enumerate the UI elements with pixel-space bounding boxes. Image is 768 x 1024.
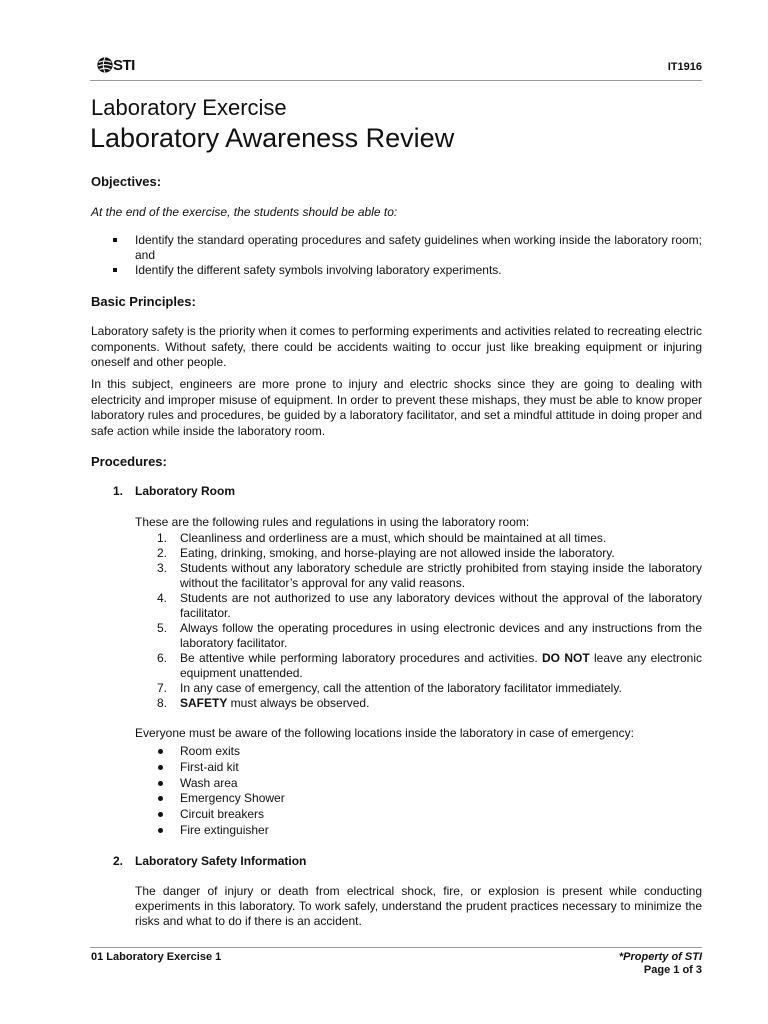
rules-intro: These are the following rules and regulations in using the laboratory room: bbox=[135, 515, 530, 529]
header-divider bbox=[90, 80, 702, 81]
principles-paragraph-1: Laboratory safety is the priority when it comes to performing experiments and activities related to recreating electric components. Without safety, there could be accidents waiting to occur just like breaking equipment or injuring oneself and other people. bbox=[91, 324, 702, 369]
procedures-heading: Procedures: bbox=[91, 454, 167, 469]
footer-divider bbox=[90, 947, 702, 948]
property-notice: *Property of STI bbox=[618, 951, 702, 963]
list-item: Identify the different safety symbols involving laboratory experiments. bbox=[113, 263, 702, 278]
rule-item: 3. Students without any laboratory schedule are strictly prohibited from staying inside the laboratory without the facilitator’s approval for any valid reasons. bbox=[157, 561, 702, 590]
list-item: Fire extinguisher bbox=[157, 823, 285, 839]
rule-item: 7. In any case of emergency, call the attention of the laboratory facilitator immediately. bbox=[157, 681, 622, 695]
rule-item: 2. Eating, drinking, smoking, and horse-playing are not allowed inside the laboratory. bbox=[157, 546, 615, 560]
square-bullet-icon bbox=[113, 268, 117, 272]
exercise-kicker: Laboratory Exercise bbox=[91, 95, 287, 120]
page-number: Page 1 of 3 bbox=[643, 964, 702, 976]
rules-list bbox=[157, 531, 702, 711]
bullet-icon bbox=[158, 781, 163, 786]
bullet-icon bbox=[158, 796, 163, 801]
bullet-icon bbox=[158, 765, 163, 770]
locations-intro: Everyone must be aware of the following locations inside the laboratory in case of emergency: bbox=[135, 726, 634, 740]
section-laboratory-safety-information: 2. Laboratory Safety Information bbox=[113, 854, 307, 868]
rule-item: 8. SAFETY must always be observed. bbox=[157, 696, 370, 710]
list-item: Identify the standard operating procedures and safety guidelines when working inside the laboratory room; and bbox=[113, 233, 702, 263]
emphasis-text: SAFETY bbox=[180, 696, 228, 710]
objectives-list bbox=[113, 233, 702, 278]
principles-paragraph-2: In this subject, engineers are more prone to injury and electric shocks since they are going to dealing with electricity and improper misuse of equipment. In order to prevent these mishaps, they must be able to know proper laboratory rules and procedures, be guided by a laboratory facilitator, and set a mindful attitude in doing proper and safe action while inside the laboratory room. bbox=[91, 377, 702, 438]
bullet-icon bbox=[158, 812, 163, 817]
section-title: Laboratory Safety Information bbox=[135, 854, 307, 868]
footer-exercise-label: 01 Laboratory Exercise 1 bbox=[91, 951, 222, 963]
objectives-intro: At the end of the exercise, the students should be able to: bbox=[91, 205, 398, 219]
rule-item: 5. Always follow the operating procedures in using electronic devices and any instructions from the laboratory facilitator. bbox=[157, 621, 702, 650]
document-code: IT1916 bbox=[667, 61, 702, 73]
objectives-heading: Objectives: bbox=[91, 174, 162, 189]
list-item: Emergency Shower bbox=[157, 791, 285, 807]
rule-item: 1. Cleanliness and orderliness are a must, which should be maintained at all times. bbox=[157, 531, 607, 545]
emphasis-text: DO NOT bbox=[542, 651, 590, 665]
safety-paragraph: The danger of injury or death from electrical shock, fire, or explosion is present while conducting experiments in this laboratory. To work safely, understand the prudent practices necessary to minimize the risks and what to do if there is an accident. bbox=[135, 884, 702, 928]
page-title: Laboratory Awareness Review bbox=[90, 123, 455, 153]
list-item: Room exits bbox=[157, 744, 285, 760]
principles-heading: Basic Principles: bbox=[91, 294, 196, 309]
footer-right bbox=[619, 951, 702, 977]
sti-logo bbox=[96, 55, 135, 75]
list-item: First-aid kit bbox=[157, 760, 285, 776]
list-item: Wash area bbox=[157, 776, 285, 792]
section-title: Laboratory Room bbox=[135, 484, 236, 498]
globe-icon bbox=[96, 56, 114, 74]
section-laboratory-room: 1. Laboratory Room bbox=[113, 484, 236, 498]
bullet-icon bbox=[158, 828, 163, 833]
list-item: Circuit breakers bbox=[157, 807, 285, 823]
logo-text: STI bbox=[113, 56, 135, 74]
square-bullet-icon bbox=[113, 238, 117, 242]
locations-list bbox=[157, 744, 285, 839]
rule-item: 4. Students are not authorized to use any laboratory devices without the approval of the laboratory facilitator. bbox=[157, 591, 702, 620]
rule-item: 6. Be attentive while performing laboratory procedures and activities. DO NOT leave any electronic equipment unattended. bbox=[157, 651, 703, 680]
bullet-icon bbox=[158, 749, 163, 754]
